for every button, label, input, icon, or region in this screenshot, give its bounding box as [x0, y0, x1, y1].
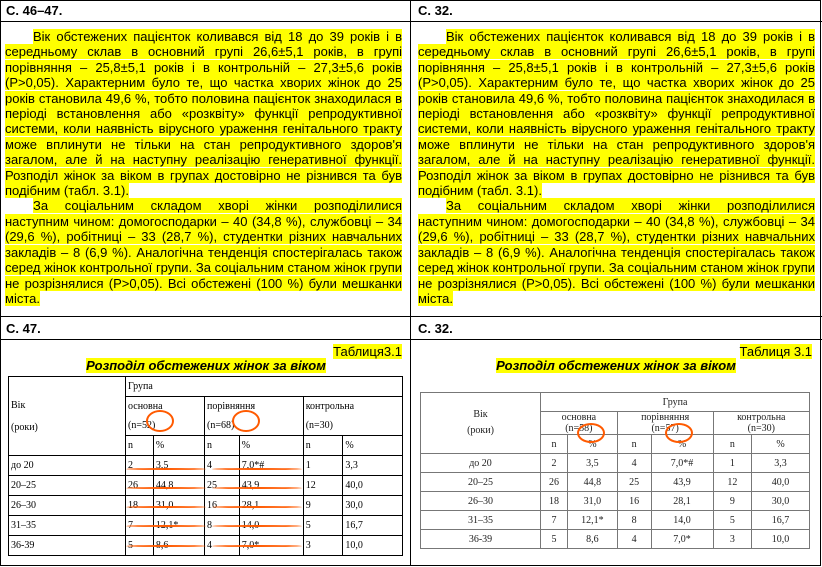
table-row	[421, 454, 810, 473]
table-row	[421, 530, 810, 549]
table-cell: 4	[204, 536, 239, 556]
group-header: Група	[541, 393, 810, 412]
table-cell: 12	[303, 476, 343, 496]
table-cell: 16	[204, 496, 239, 516]
table-cell: 9	[713, 492, 752, 511]
table-cell: 3,3	[343, 456, 403, 476]
table-cell: 7,0*#	[239, 456, 303, 476]
paragraph-2: За соціальним складом хворі жінки розподілилися наступним чином: домогосподарки – 40 (34,8 %), службовці – 34 (29,6 %), робітниці – 33 (28,7 %), студентки різних навчальних закладів – 8 (6,9 %). Аналогічна тенденція спостерігалась також серед жінок контрольної групи. За соціальним станом жінок групи не розрізнялися (Р>0,05). Всі обстежені (100 %) були мешканки міста.	[5, 198, 402, 306]
table-cell: 5	[713, 511, 752, 530]
table-cell: 31–35	[421, 511, 541, 530]
table-cell: 26–30	[9, 496, 126, 516]
table-cell: 28,1	[651, 492, 713, 511]
table-cell: 36-39	[9, 536, 126, 556]
annotation-underline	[212, 487, 302, 489]
paragraph-1: Вік обстежених пацієнток коливався від 18 до 39 років і в середньому склав в основний групі 26,6±5,1 років, в групі порівняння – 25,8±5,1 років і в контрольній – 27,3±5,6 років (Р>0,05). Характерним було те, що частка хворих жінок до 25 років становила 49,6 %, тобто половина пацієнток знаходилася в періоді встановлення або «розквіту» функції репродуктивної системи, коли наявність вірусного ураження генітального тракту може вплинути не тільки на стан репродуктивного здоров'я загалом, але й на наступну реалізацію генеративної функції. Розподіл жінок за віком в групах достовірно не різнився та був подібним (табл. 3.1).	[418, 29, 815, 199]
table-cell: 5	[126, 536, 154, 556]
annotation-underline	[126, 506, 206, 508]
n-header: n	[126, 436, 154, 456]
right-age-table	[420, 392, 810, 549]
table-cell: 4	[617, 530, 651, 549]
table-cell: 40,0	[752, 473, 810, 492]
table-cell: 8	[617, 511, 651, 530]
table-cell: 25	[204, 476, 239, 496]
pct-header: %	[651, 435, 713, 454]
table-cell: 26	[541, 473, 568, 492]
n-header: n	[303, 436, 343, 456]
left-table-page-ref: С. 47.	[6, 321, 41, 336]
col-comparison: порівняння (n=57)	[617, 412, 713, 435]
table-cell: 9	[303, 496, 343, 516]
table-cell: 1	[303, 456, 343, 476]
table-cell: 16	[617, 492, 651, 511]
column-divider	[410, 0, 411, 566]
table-cell: 12,1*	[153, 516, 204, 536]
col-control: контрольна (n=30)	[303, 397, 402, 436]
table-cell: 30,0	[343, 496, 403, 516]
left-page-ref: С. 46–47.	[6, 3, 63, 18]
right-text-block	[418, 29, 815, 306]
table-cell: 4	[204, 456, 239, 476]
pct-header: %	[752, 435, 810, 454]
table-cell: 1	[713, 454, 752, 473]
annotation-circle	[232, 410, 260, 432]
group-header: Група	[126, 377, 403, 397]
annotation-circle	[665, 423, 693, 443]
col-main: основна (n=52)	[126, 397, 205, 436]
table-cell: 18	[541, 492, 568, 511]
table-cell: 2	[541, 454, 568, 473]
table-cell: 10,0	[752, 530, 810, 549]
right-table-page-ref: С. 32.	[418, 321, 453, 336]
pct-header: %	[239, 436, 303, 456]
right-page-ref: С. 32.	[418, 3, 453, 18]
age-header: Вік (роки)	[421, 393, 541, 454]
row-divider	[0, 21, 822, 22]
table-cell: до 20	[9, 456, 126, 476]
table-cell: 12,1*	[568, 511, 618, 530]
col-comparison: порівняння (n=68)	[204, 397, 303, 436]
table-cell: 31,0	[568, 492, 618, 511]
table-cell: 20–25	[421, 473, 541, 492]
table-cell: 26	[126, 476, 154, 496]
table-cell: 18	[126, 496, 154, 516]
table-cell: 3,5	[153, 456, 204, 476]
table-cell: 44,8	[568, 473, 618, 492]
left-table-caption: Таблиця3.1	[333, 344, 402, 359]
table-cell: 44,8	[153, 476, 204, 496]
table-cell: 3,3	[752, 454, 810, 473]
annotation-underline	[212, 468, 302, 470]
table-cell: 26–30	[421, 492, 541, 511]
table-row	[421, 473, 810, 492]
table-cell: 8	[204, 516, 239, 536]
annotation-underline	[126, 545, 206, 547]
age-header: Вік (роки)	[9, 377, 126, 456]
table-cell: 43,9	[239, 476, 303, 496]
table-row	[9, 476, 403, 496]
table-cell: 30,0	[752, 492, 810, 511]
pct-header: %	[343, 436, 403, 456]
table-cell: 20–25	[9, 476, 126, 496]
table-cell: 16,7	[752, 511, 810, 530]
table-row	[421, 492, 810, 511]
table-cell: 14,0	[239, 516, 303, 536]
table-cell: 31–35	[9, 516, 126, 536]
table-cell: 14,0	[651, 511, 713, 530]
table-cell: 3,5	[568, 454, 618, 473]
table-cell: 10,0	[343, 536, 403, 556]
table-cell: 3	[713, 530, 752, 549]
table-cell: 16,7	[343, 516, 403, 536]
left-text-block	[5, 29, 402, 306]
table-cell: 5	[541, 530, 568, 549]
table-cell: 7,0*	[651, 530, 713, 549]
left-age-table	[8, 376, 403, 556]
table-row	[9, 496, 403, 516]
col-control: контрольна (n=30)	[713, 412, 809, 435]
annotation-underline	[212, 525, 302, 527]
table-cell: 4	[617, 454, 651, 473]
n-header: n	[713, 435, 752, 454]
table-cell: 5	[303, 516, 343, 536]
n-header: n	[204, 436, 239, 456]
table-cell: 8,6	[568, 530, 618, 549]
table-cell: 3	[303, 536, 343, 556]
table-cell: до 20	[421, 454, 541, 473]
table-cell: 7	[541, 511, 568, 530]
table-cell: 25	[617, 473, 651, 492]
table-cell: 7,0*	[239, 536, 303, 556]
row-divider	[0, 339, 822, 340]
annotation-underline	[126, 525, 206, 527]
table-cell: 28,1	[239, 496, 303, 516]
table-row	[421, 511, 810, 530]
paragraph-1: Вік обстежених пацієнток коливався від 18 до 39 років і в середньому склав в основний групі 26,6±5,1 років, в групі порівняння – 25,8±5,1 років і в контрольній – 27,3±5,6 років (Р>0,05). Характерним було те, що частка хворих жінок до 25 років становила 49,6 %, тобто половина пацієнток знаходилася в періоді встановлення або «розквіту» функції репродуктивної системи, коли наявність вірусного ураження генітального тракту може вплинути не тільки на стан репродуктивного здоров'я загалом, але й на наступну реалізацію генеративної функції. Розподіл жінок за віком в групах достовірно не різнився та був подібним (табл. 3.1).	[5, 29, 402, 199]
right-table-caption: Таблиця 3.1	[739, 344, 812, 359]
left-table-title: Розподіл обстежених жінок за віком	[86, 358, 326, 373]
annotation-underline	[126, 487, 206, 489]
table-cell: 31,0	[153, 496, 204, 516]
annotation-circle	[146, 410, 174, 432]
table-cell: 7,0*#	[651, 454, 713, 473]
table-cell: 8,6	[153, 536, 204, 556]
table-cell: 36-39	[421, 530, 541, 549]
table-row	[9, 456, 403, 476]
n-header: n	[617, 435, 651, 454]
col-main: основна (n=58)	[541, 412, 618, 435]
table-cell: 12	[713, 473, 752, 492]
annotation-underline	[212, 506, 302, 508]
table-cell: 7	[126, 516, 154, 536]
pct-header: %	[568, 435, 618, 454]
right-table-title: Розподіл обстежених жінок за віком	[496, 358, 736, 373]
annotation-underline	[126, 468, 206, 470]
row-divider	[0, 316, 822, 317]
table-cell: 40,0	[343, 476, 403, 496]
n-header: n	[541, 435, 568, 454]
annotation-circle	[577, 423, 605, 443]
annotation-underline	[212, 545, 302, 547]
table-cell: 2	[126, 456, 154, 476]
pct-header: %	[153, 436, 204, 456]
table-cell: 43,9	[651, 473, 713, 492]
paragraph-2: За соціальним складом хворі жінки розподілилися наступним чином: домогосподарки – 40 (34,8 %), службовці – 34 (29,6 %), робітниці – 33 (28,7 %), студентки різних навчальних закладів – 8 (6,9 %). Аналогічна тенденція спостерігалась також серед жінок контрольної групи. За соціальним станом жінок групи не розрізнялися (Р>0,05). Всі обстежені (100 %) були мешканки міста.	[418, 198, 815, 306]
